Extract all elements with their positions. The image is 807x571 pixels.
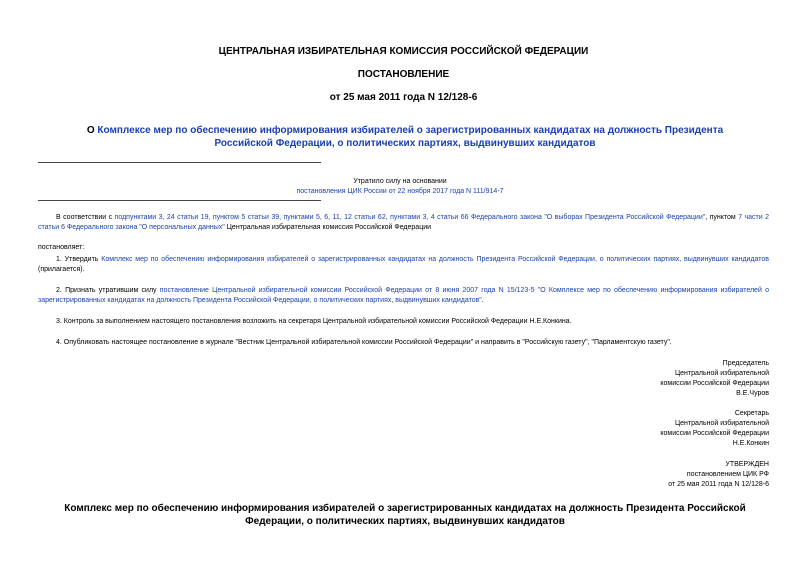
preamble-paragraph [38, 213, 769, 233]
chair-signature [569, 359, 769, 399]
item-1-link[interactable]: Комплекс мер по обеспечению информирования избирателей о зарегистрированных кандидатах на должность Президента Российской Федерации, о политических партиях, выдвинувших кандидатов [101, 256, 770, 263]
doc-type-heading: ПОСТАНОВЛЕНИЕ [357, 69, 450, 80]
chair-org-2: комиссии Российской Федерации [660, 380, 769, 387]
complex-title: Комплекс мер по обеспечению информирования избирателей о зарегистрированных кандидатах на должность Президента Российской Федерации, о политических партиях, выдвинувших кандидатов [64, 503, 746, 527]
title-prefix: О [86, 125, 98, 136]
preamble-text-3: Центральная избирательная комиссия Российской Федерации [224, 224, 432, 231]
divider-top [38, 162, 321, 163]
item-1 [38, 255, 769, 275]
chair-org-1: Центральной избирательной [674, 370, 769, 377]
item-2 [38, 286, 769, 306]
approved-date: от 25 мая 2011 года N 12/128-6 [668, 481, 769, 488]
repeal-text: Утратило силу на основании [353, 178, 447, 185]
secretary-org-2: комиссии Российской Федерации [660, 430, 769, 437]
chair-name: В.Е.Чуров [736, 390, 769, 397]
repeal-note [200, 177, 600, 197]
doc-date-heading: от 25 мая 2011 года N 12/128-6 [329, 92, 478, 103]
document-title [60, 124, 750, 150]
org-heading: ЦЕНТРАЛЬНАЯ ИЗБИРАТЕЛЬНАЯ КОМИССИЯ РОССИЙСКОЙ ФЕДЕРАЦИИ [218, 46, 589, 57]
item-4: 4. Опубликовать настоящее постановление в журнале "Вестник Центральной избирательной комиссии Российской Федерации" и направить в "Российскую газету", "Парламентскую газету". [56, 339, 672, 346]
chair-title: Председатель [722, 360, 769, 367]
repeal-link[interactable]: постановления ЦИК России от 22 ноября 2017 года N 111/914-7 [296, 188, 504, 195]
item-1-prefix: 1. Утвердить [56, 256, 102, 263]
secretary-name: Н.Е.Конкин [732, 440, 769, 447]
item-3: 3. Контроль за выполнением настоящего постановления возложить на секретаря Центральной избирательной комиссии Российской Федерации Н.Е.Конкина. [56, 318, 572, 325]
divider-bottom [38, 200, 321, 201]
secretary-org-1: Центральной избирательной [674, 420, 769, 427]
title-link[interactable]: Комплексе мер по обеспечению информирования избирателей о зарегистрированных кандидатах на должность Президента Российской Федерации, о политических партиях, выдвинувших кандидатов [97, 125, 724, 149]
preamble-text-1: В соответствии с [56, 214, 115, 221]
item-2-link[interactable]: постановление Центральной избирательной комиссии Российской Федерации от 8 июня 2007 года N 15/123-5 "О Комплексе мер по обеспечению информирования избирателей о зарегистрированных кандидатах на должность Президента Российской Федерации, о политических партиях, выдвинувших кандидатов" [38, 287, 769, 304]
item-2-prefix: 2. Признать утратившим силу [56, 287, 160, 294]
preamble-link-law[interactable]: подпунктами 3, 24 статьи 19, пунктом 5 статьи 39, пунктами 5, 6, 11, 12 статьи 62, пунктами 3, 4 статьи 66 Федерального закона "О выборах Президента Российской Федерации" [114, 214, 706, 221]
secretary-signature [569, 409, 769, 449]
item-1-suffix: (прилагается). [38, 266, 85, 273]
preamble-text-2: , пунктом [705, 214, 739, 221]
resolves-label: постановляет: [38, 244, 85, 251]
secretary-title: Секретарь [734, 410, 769, 417]
approved-by: постановлением ЦИК РФ [686, 471, 769, 478]
approval-stamp [569, 460, 769, 490]
approved-label: УТВЕРЖДЕН [725, 461, 769, 468]
preamble-link-personal-data[interactable]: 7 части 2 статьи 6 Федерального закона "О персональных данных" [38, 214, 769, 231]
item-2-suffix: . [481, 297, 484, 304]
